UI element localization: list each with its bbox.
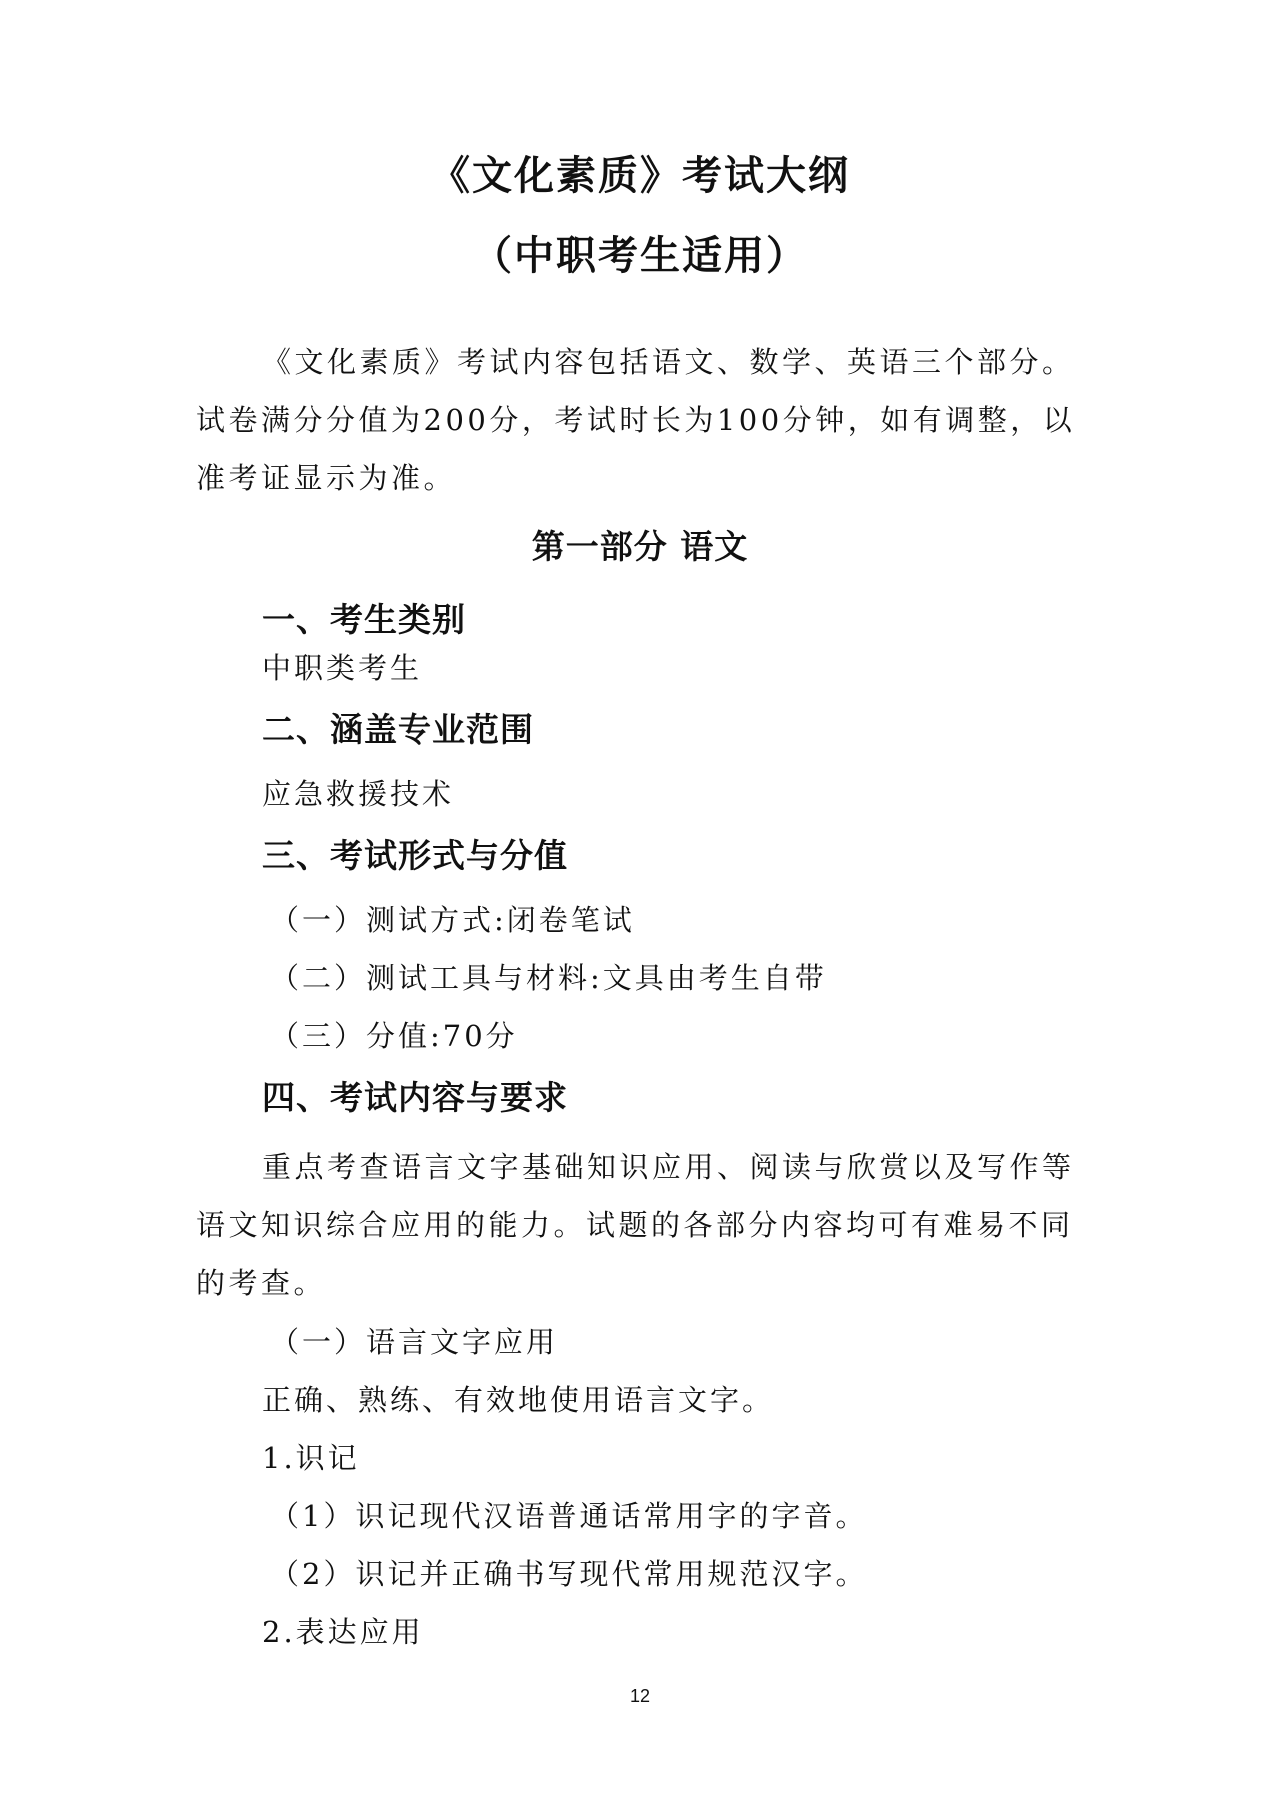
intro-text: 《文化素质》考试内容包括语文、数学、英语三个部分。试卷满分分值为200分，考试时长为100分钟，如有调整，以准考证显示为准。 (196, 345, 1076, 495)
subsection-language-use: （一）语言文字应用 (270, 1325, 559, 1359)
exam-format-item-tools: （二）测试工具与材料:文具由考生自带 (270, 961, 827, 995)
subsection-language-use-text: 正确、熟练、有效地使用语言文字。 (262, 1383, 775, 1417)
section-heading-major-scope: 二、涵盖专业范围 (262, 710, 534, 749)
point-memorize: 1.识记 (262, 1441, 360, 1475)
document-title: 《文化素质》考试大纲 (430, 153, 850, 199)
section-heading-exam-format: 三、考试形式与分值 (262, 836, 568, 875)
exam-format-item-score: （三）分值:70分 (270, 1019, 518, 1053)
point-expression: 2.表达应用 (262, 1615, 424, 1649)
exam-content-text: 重点考查语言文字基础知识应用、阅读与欣赏以及写作等语文知识综合应用的能力。试题的各部分内容均可有难易不同的考查。 (196, 1150, 1075, 1300)
document-subtitle: （中职考生适用） (472, 233, 808, 279)
intro-paragraph (196, 333, 1096, 507)
section-text-candidate-type: 中职类考生 (262, 651, 423, 685)
part-heading: 第一部分 语文 (531, 527, 749, 566)
exam-format-item-method: （一）测试方式:闭卷笔试 (270, 903, 635, 937)
page-number: 12 (629, 1686, 651, 1706)
point-memorize-item-1: （1）识记现代汉语普通话常用字的字音。 (270, 1499, 868, 1533)
exam-content-paragraph (196, 1138, 1096, 1312)
section-heading-exam-content: 四、考试内容与要求 (262, 1078, 568, 1117)
section-heading-candidate-type: 一、考生类别 (262, 600, 466, 639)
point-memorize-item-2: （2）识记并正确书写现代常用规范汉字。 (270, 1557, 868, 1591)
section-text-major-scope: 应急救援技术 (262, 777, 455, 811)
